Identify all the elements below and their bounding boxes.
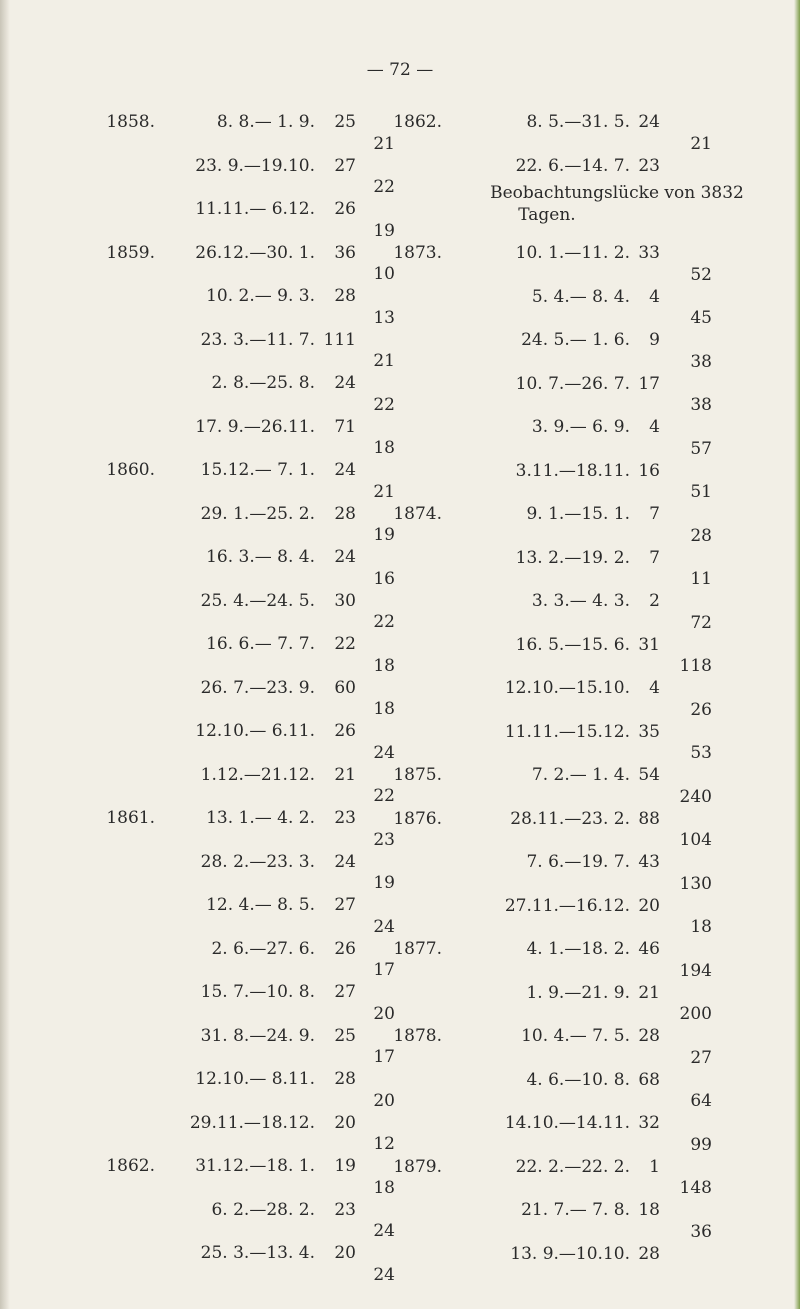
duration-days: 111 xyxy=(323,329,356,350)
duration-days: 24 xyxy=(334,460,356,480)
interval-days: 104 xyxy=(679,830,712,851)
year-label: 1873. xyxy=(393,243,442,263)
date-range: 16. 6.— 7. 7. xyxy=(206,634,315,654)
duration-days: 33 xyxy=(638,243,660,263)
date-range: 28. 2.—23. 3. xyxy=(200,851,315,872)
interval-days: 52 xyxy=(690,264,712,285)
duration-days: 71 xyxy=(334,416,356,437)
duration-days: 20 xyxy=(638,895,660,916)
date-range: 15. 7.—10. 8. xyxy=(200,982,315,1002)
duration-days: 28 xyxy=(334,503,356,524)
duration-days: 25 xyxy=(334,112,356,132)
duration-days: 28 xyxy=(334,286,356,306)
date-range: 25. 3.—13. 4. xyxy=(200,1243,315,1263)
duration-days: 24 xyxy=(638,112,660,132)
duration-days: 27 xyxy=(334,895,356,915)
duration-days: 21 xyxy=(334,764,356,785)
interval-days: 19 xyxy=(373,873,395,894)
interval-days: 51 xyxy=(690,482,712,503)
duration-days: 7 xyxy=(649,504,660,524)
interval-days: 22 xyxy=(373,612,395,633)
interval-days: 45 xyxy=(690,308,712,329)
interval-days: 11 xyxy=(690,569,712,590)
interval-days: 21 xyxy=(690,133,712,154)
page-number: — 72 — xyxy=(366,60,434,80)
date-range: 26. 7.—23. 9. xyxy=(200,677,315,698)
interval-days: 21 xyxy=(373,133,395,154)
duration-days: 54 xyxy=(638,765,660,785)
date-range: 29.11.—18.12. xyxy=(189,1112,315,1133)
date-range: 3.11.—18.11. xyxy=(515,460,630,481)
duration-days: 20 xyxy=(334,1112,356,1133)
date-range: 12. 4.— 8. 5. xyxy=(206,895,315,915)
duration-days: 24 xyxy=(334,373,356,393)
year-label: 1875. xyxy=(393,765,442,785)
duration-days: 19 xyxy=(334,1156,356,1176)
duration-days: 24 xyxy=(334,851,356,872)
interval-days: 17 xyxy=(373,960,395,981)
duration-days: 4 xyxy=(649,286,660,307)
duration-days: 4 xyxy=(649,678,660,698)
year-label: 1879. xyxy=(393,1156,442,1177)
interval-days: 13 xyxy=(373,307,395,328)
interval-days: 64 xyxy=(690,1091,712,1112)
date-range: 10. 1.—11. 2. xyxy=(515,243,630,263)
interval-days: 72 xyxy=(690,612,712,633)
duration-days: 4 xyxy=(649,417,660,437)
date-range: 27.11.—16.12. xyxy=(504,895,630,916)
year-label: 1877. xyxy=(393,939,442,959)
interval-days: 24 xyxy=(373,1264,395,1285)
duration-days: 22 xyxy=(334,634,356,654)
duration-days: 35 xyxy=(638,721,660,742)
year-label: 1858. xyxy=(106,112,155,132)
date-range: 14.10.—14.11. xyxy=(504,1113,630,1133)
duration-days: 43 xyxy=(638,852,660,872)
year-label: 1878. xyxy=(393,1026,442,1046)
duration-days: 24 xyxy=(334,547,356,567)
date-range: 12.10.— 8.11. xyxy=(195,1069,315,1089)
date-range: 4. 1.—18. 2. xyxy=(526,939,630,959)
interval-days: 12 xyxy=(373,1134,395,1155)
date-range: 17. 9.—26.11. xyxy=(195,416,315,437)
year-label: 1860. xyxy=(106,460,155,480)
duration-days: 46 xyxy=(638,939,660,959)
interval-days: 99 xyxy=(690,1134,712,1155)
date-range: 29. 1.—25. 2. xyxy=(200,503,315,524)
year-label: 1862. xyxy=(106,1156,155,1176)
duration-days: 28 xyxy=(334,1069,356,1089)
interval-days: 22 xyxy=(373,786,395,807)
date-range: 16. 5.—15. 6. xyxy=(515,634,630,655)
interval-days: 23 xyxy=(373,829,395,850)
date-range: 3. 9.— 6. 9. xyxy=(531,417,630,437)
interval-days: 10 xyxy=(373,264,395,285)
interval-days: 38 xyxy=(690,395,712,416)
interval-days: 19 xyxy=(373,525,395,546)
date-range: 23. 9.—19.10. xyxy=(195,155,315,176)
interval-days: 18 xyxy=(373,1177,395,1198)
duration-days: 23 xyxy=(334,1199,356,1220)
interval-days: 21 xyxy=(373,351,395,372)
date-range: 11.11.— 6.12. xyxy=(195,199,315,219)
date-range: 13. 9.—10.10. xyxy=(510,1243,630,1264)
duration-days: 36 xyxy=(334,242,356,263)
interval-days: 17 xyxy=(373,1047,395,1068)
page-edge-left xyxy=(0,0,10,1309)
duration-days: 27 xyxy=(334,155,356,176)
duration-days: 32 xyxy=(638,1113,660,1133)
date-range: 11.11.—15.12. xyxy=(504,721,630,742)
interval-days: 20 xyxy=(373,1090,395,1111)
duration-days: 9 xyxy=(649,330,660,350)
date-range: 1. 9.—21. 9. xyxy=(526,982,630,1003)
date-range: 3. 3.— 4. 3. xyxy=(531,591,630,611)
observation-gap-note-line2: Tagen. xyxy=(518,205,576,225)
interval-days: 38 xyxy=(690,351,712,372)
date-range: 6. 2.—28. 2. xyxy=(211,1199,315,1220)
duration-days: 30 xyxy=(334,590,356,611)
interval-days: 118 xyxy=(679,656,712,677)
date-range: 2. 8.—25. 8. xyxy=(211,373,315,393)
date-range: 23. 3.—11. 7. xyxy=(200,329,315,350)
date-range: 10. 7.—26. 7. xyxy=(515,373,630,394)
date-range: 7. 2.— 1. 4. xyxy=(531,765,630,785)
year-label: 1862. xyxy=(393,112,442,132)
date-range: 26.12.—30. 1. xyxy=(195,242,315,263)
date-range: 28.11.—23. 2. xyxy=(510,808,630,829)
date-range: 25. 4.—24. 5. xyxy=(200,590,315,611)
observation-gap-note-line1: Beobachtungslücke von 3832 xyxy=(490,183,744,203)
interval-days: 27 xyxy=(690,1047,712,1068)
date-range: 16. 3.— 8. 4. xyxy=(206,547,315,567)
duration-days: 21 xyxy=(638,982,660,1003)
date-range: 21. 7.— 7. 8. xyxy=(521,1200,630,1220)
year-label: 1861. xyxy=(106,808,155,828)
duration-days: 16 xyxy=(638,460,660,481)
interval-days: 20 xyxy=(373,1003,395,1024)
duration-days: 23 xyxy=(334,808,356,828)
date-range: 2. 6.—27. 6. xyxy=(211,938,315,959)
date-range: 13. 2.—19. 2. xyxy=(515,547,630,568)
duration-days: 60 xyxy=(334,677,356,698)
duration-days: 27 xyxy=(334,982,356,1002)
interval-days: 53 xyxy=(690,743,712,764)
duration-days: 31 xyxy=(638,634,660,655)
year-label: 1874. xyxy=(393,504,442,524)
date-range: 8. 5.—31. 5. xyxy=(526,112,630,132)
date-range: 10. 4.— 7. 5. xyxy=(521,1026,630,1046)
duration-days: 28 xyxy=(638,1026,660,1046)
duration-days: 1 xyxy=(649,1156,660,1177)
duration-days: 26 xyxy=(334,199,356,219)
interval-days: 57 xyxy=(690,438,712,459)
interval-days: 24 xyxy=(373,1221,395,1242)
year-label: 1859. xyxy=(106,242,155,263)
date-range: 13. 1.— 4. 2. xyxy=(206,808,315,828)
interval-days: 18 xyxy=(690,917,712,938)
duration-days: 18 xyxy=(638,1200,660,1220)
duration-days: 25 xyxy=(334,1025,356,1046)
duration-days: 88 xyxy=(638,808,660,829)
interval-days: 200 xyxy=(679,1004,712,1025)
date-range: 24. 5.— 1. 6. xyxy=(521,330,630,350)
interval-days: 19 xyxy=(373,220,395,241)
date-range: 7. 6.—19. 7. xyxy=(526,852,630,872)
duration-days: 23 xyxy=(638,155,660,176)
interval-days: 24 xyxy=(373,916,395,937)
interval-days: 18 xyxy=(373,438,395,459)
interval-days: 26 xyxy=(690,699,712,720)
interval-days: 21 xyxy=(373,481,395,502)
duration-days: 68 xyxy=(638,1069,660,1090)
interval-days: 16 xyxy=(373,568,395,589)
interval-days: 22 xyxy=(373,394,395,415)
duration-days: 17 xyxy=(638,373,660,394)
interval-days: 130 xyxy=(679,873,712,894)
date-range: 8. 8.— 1. 9. xyxy=(216,112,315,132)
date-range: 22. 6.—14. 7. xyxy=(515,155,630,176)
interval-days: 18 xyxy=(373,655,395,676)
interval-days: 28 xyxy=(690,525,712,546)
interval-days: 148 xyxy=(679,1178,712,1199)
date-range: 5. 4.— 8. 4. xyxy=(531,286,630,307)
interval-days: 24 xyxy=(373,742,395,763)
interval-days: 194 xyxy=(679,960,712,981)
interval-days: 36 xyxy=(690,1221,712,1242)
date-range: 15.12.— 7. 1. xyxy=(200,460,315,480)
date-range: 10. 2.— 9. 3. xyxy=(206,286,315,306)
duration-days: 28 xyxy=(638,1243,660,1264)
date-range: 9. 1.—15. 1. xyxy=(526,504,630,524)
year-label: 1876. xyxy=(393,808,442,829)
date-range: 12.10.—15.10. xyxy=(504,678,630,698)
date-range: 22. 2.—22. 2. xyxy=(515,1156,630,1177)
duration-days: 26 xyxy=(334,938,356,959)
date-range: 4. 6.—10. 8. xyxy=(526,1069,630,1090)
date-range: 31.12.—18. 1. xyxy=(195,1156,315,1176)
duration-days: 2 xyxy=(649,591,660,611)
date-range: 31. 8.—24. 9. xyxy=(200,1025,315,1046)
duration-days: 26 xyxy=(334,721,356,741)
interval-days: 240 xyxy=(679,786,712,807)
interval-days: 18 xyxy=(373,699,395,720)
date-range: 1.12.—21.12. xyxy=(200,764,315,785)
duration-days: 7 xyxy=(649,547,660,568)
date-range: 12.10.— 6.11. xyxy=(195,721,315,741)
duration-days: 20 xyxy=(334,1243,356,1263)
interval-days: 22 xyxy=(373,177,395,198)
